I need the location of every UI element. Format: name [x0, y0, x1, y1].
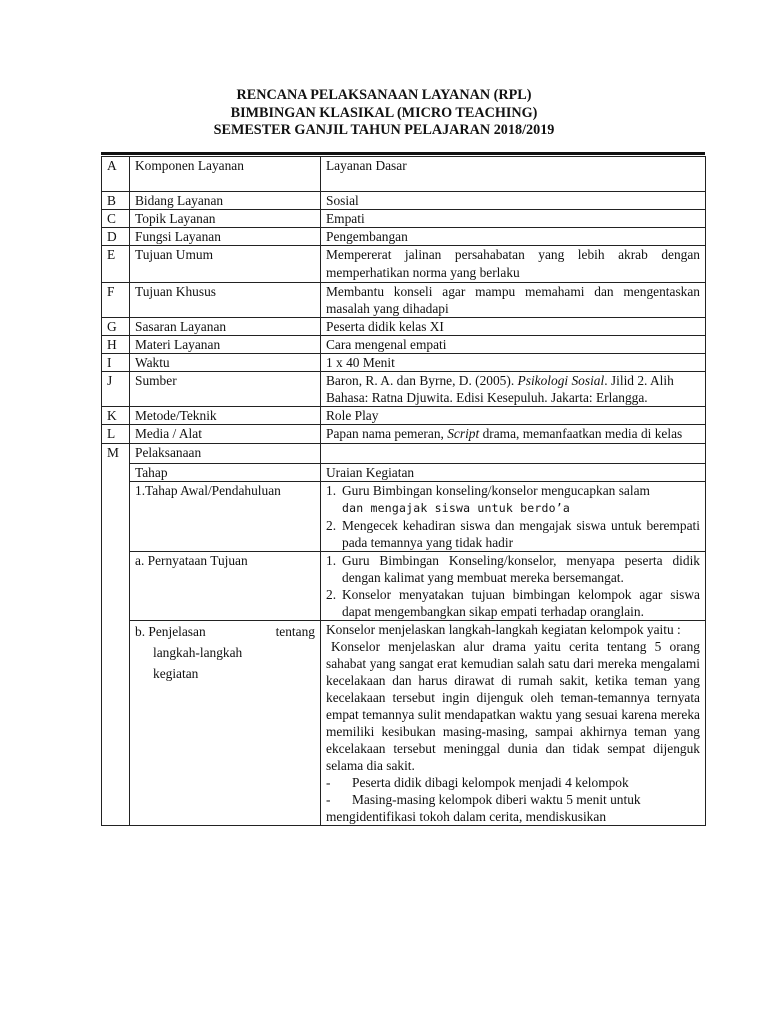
stage-label: a. Pernyataan Tujuan	[130, 552, 321, 621]
table-row	[102, 246, 706, 283]
table-row	[102, 372, 706, 407]
list-number: 1.	[326, 483, 337, 498]
bullet-dash: -	[326, 775, 331, 790]
stage-activities	[321, 552, 706, 621]
col-header-tahap: Tahap	[130, 464, 321, 482]
row-label: Media / Alat	[130, 425, 321, 444]
row-value: Empati	[321, 210, 706, 228]
row-label: Fungsi Layanan	[130, 228, 321, 246]
row-code: A	[102, 157, 130, 192]
row-label: Materi Layanan	[130, 336, 321, 354]
row-code: C	[102, 210, 130, 228]
table-row	[102, 407, 706, 425]
row-value: Role Play	[321, 407, 706, 425]
list-item	[326, 586, 700, 620]
list-item	[326, 552, 700, 586]
row-label: Waktu	[130, 354, 321, 372]
row-label: Topik Layanan	[130, 210, 321, 228]
table-row	[102, 228, 706, 246]
row-code: J	[102, 372, 130, 407]
stage-label: 1.Tahap Awal/Pendahuluan	[130, 482, 321, 552]
source-title: Psikologi Sosial	[517, 373, 605, 388]
row-label: Pelaksanaan	[130, 444, 321, 464]
row-label: Komponen Layanan	[130, 157, 321, 192]
row-value: Pengembangan	[321, 228, 706, 246]
table-row	[102, 283, 706, 318]
list-number: 2.	[326, 518, 337, 533]
row-value: Peserta didik kelas XI	[321, 318, 706, 336]
source-text-rest: . Jilid 2. Alih Bahasa: Ratna Djuwita. Edisi Kesepuluh. Jakarta: Erlangga.	[326, 373, 674, 405]
media-text: Papan nama pemeran,	[326, 426, 448, 441]
list-text-continued: mengidentifikasi tokoh dalam cerita, mendiskusikan	[326, 809, 607, 824]
table-row	[102, 210, 706, 228]
table-row	[102, 354, 706, 372]
list-text: Peserta didik dibagi kelompok menjadi 4 kelompok	[352, 775, 629, 790]
title-rule	[101, 152, 705, 155]
list-item	[326, 791, 700, 808]
bullet-dash: -	[326, 792, 331, 807]
media-text-rest: drama, memanfaatkan media di kelas	[479, 426, 683, 441]
list-number: 2.	[326, 587, 337, 602]
list-item	[326, 517, 700, 551]
table-row	[102, 157, 706, 192]
row-code: F	[102, 283, 130, 318]
row-code: K	[102, 407, 130, 425]
row-code: B	[102, 192, 130, 210]
row-value: Sosial	[321, 192, 706, 210]
list-text: Guru Bimbingan Konseling/konselor, menyapa peserta didik dengan kalimat yang membuat mereka bersemangat.	[342, 553, 700, 585]
row-label: Sumber	[130, 372, 321, 407]
list-number: 1.	[326, 553, 337, 568]
stage-label-part: langkah-langkah	[153, 645, 243, 660]
table-row	[102, 425, 706, 444]
row-code: E	[102, 246, 130, 283]
row-code: I	[102, 354, 130, 372]
row-value: Cara mengenal empati	[321, 336, 706, 354]
list-item	[326, 774, 700, 791]
media-italic: Script	[447, 426, 480, 441]
row-code: M	[102, 444, 130, 826]
table-row	[102, 552, 706, 621]
row-code: G	[102, 318, 130, 336]
handwritten-insert: dan mengajak siswa untuk berdo’a	[342, 501, 570, 515]
row-label: Tujuan Umum	[130, 246, 321, 283]
document-title-line2: BIMBINGAN KLASIKAL (MICRO TEACHING)	[230, 105, 538, 121]
table-row	[102, 192, 706, 210]
row-value	[321, 444, 706, 464]
source-text: Baron, R. A. dan Byrne, D. (2005).	[326, 373, 518, 388]
col-header-uraian: Uraian Kegiatan	[321, 464, 706, 482]
list-text: Masing-masing kelompok diberi waktu 5 menit untuk	[352, 792, 641, 807]
table-row	[102, 464, 706, 482]
row-label: Bidang Layanan	[130, 192, 321, 210]
row-label: Metode/Teknik	[130, 407, 321, 425]
list-text: Guru Bimbingan konseling/konselor mengucapkan salam	[342, 483, 650, 498]
story-paragraph: Konselor menjelaskan alur drama yaitu cerita tentang 5 orang sahabat yang sangat erat kemudian salah satu dari mereka mengalami kecelakaan dan harus dirawat di rumah sakit, ketika teman yang kecelakaan tersebut ingin dijenguk oleh teman-temannya ternyata empat temannya sulit mendapatkan waktu yang sesuai karena mereka memiliki kesibukan masing-masing, sampai akhirnya teman yang ekcelakaan tersebut meninggal dunia dan tidak sempat dijenguk selama dia sakit.	[326, 639, 700, 773]
list-text: Mengecek kehadiran siswa dan mengajak siswa untuk berempati pada temannya yang tidak hadir	[342, 518, 700, 550]
table-row	[102, 621, 706, 826]
intro-text: Konselor menjelaskan langkah-langkah kegiatan kelompok yaitu :	[326, 622, 681, 637]
stage-label-part: b. Penjelasan	[135, 624, 206, 639]
row-value	[321, 425, 706, 444]
row-value: Membantu konseli agar mampu memahami dan mengentaskan masalah yang dihadapi	[321, 283, 706, 318]
row-value	[321, 372, 706, 407]
list-item	[326, 482, 700, 517]
rpl-table	[101, 156, 706, 826]
row-code: D	[102, 228, 130, 246]
document-title-line3: SEMESTER GANJIL TAHUN PELAJARAN 2018/2019	[213, 122, 555, 138]
stage-label-part: kegiatan	[153, 666, 199, 681]
row-value: 1 x 40 Menit	[321, 354, 706, 372]
table-row	[102, 444, 706, 464]
row-label: Tujuan Khusus	[130, 283, 321, 318]
stage-label-part: tentang	[275, 624, 315, 639]
table-row	[102, 482, 706, 552]
row-code: L	[102, 425, 130, 444]
table-row	[102, 336, 706, 354]
document-title-line1: RENCANA PELAKSANAAN LAYANAN (RPL)	[236, 87, 532, 103]
table-row	[102, 318, 706, 336]
row-code: H	[102, 336, 130, 354]
row-value: Layanan Dasar	[321, 157, 706, 192]
stage-activities	[321, 621, 706, 826]
row-value: Mempererat jalinan persahabatan yang lebih akrab dengan memperhatikan norma yang berlaku	[321, 246, 706, 283]
stage-activities	[321, 482, 706, 552]
stage-label	[130, 621, 321, 826]
list-text: Konselor menyatakan tujuan bimbingan kelompok agar siswa dapat mengembangkan sikap empati terhadap oranglain.	[342, 587, 700, 619]
row-label: Sasaran Layanan	[130, 318, 321, 336]
